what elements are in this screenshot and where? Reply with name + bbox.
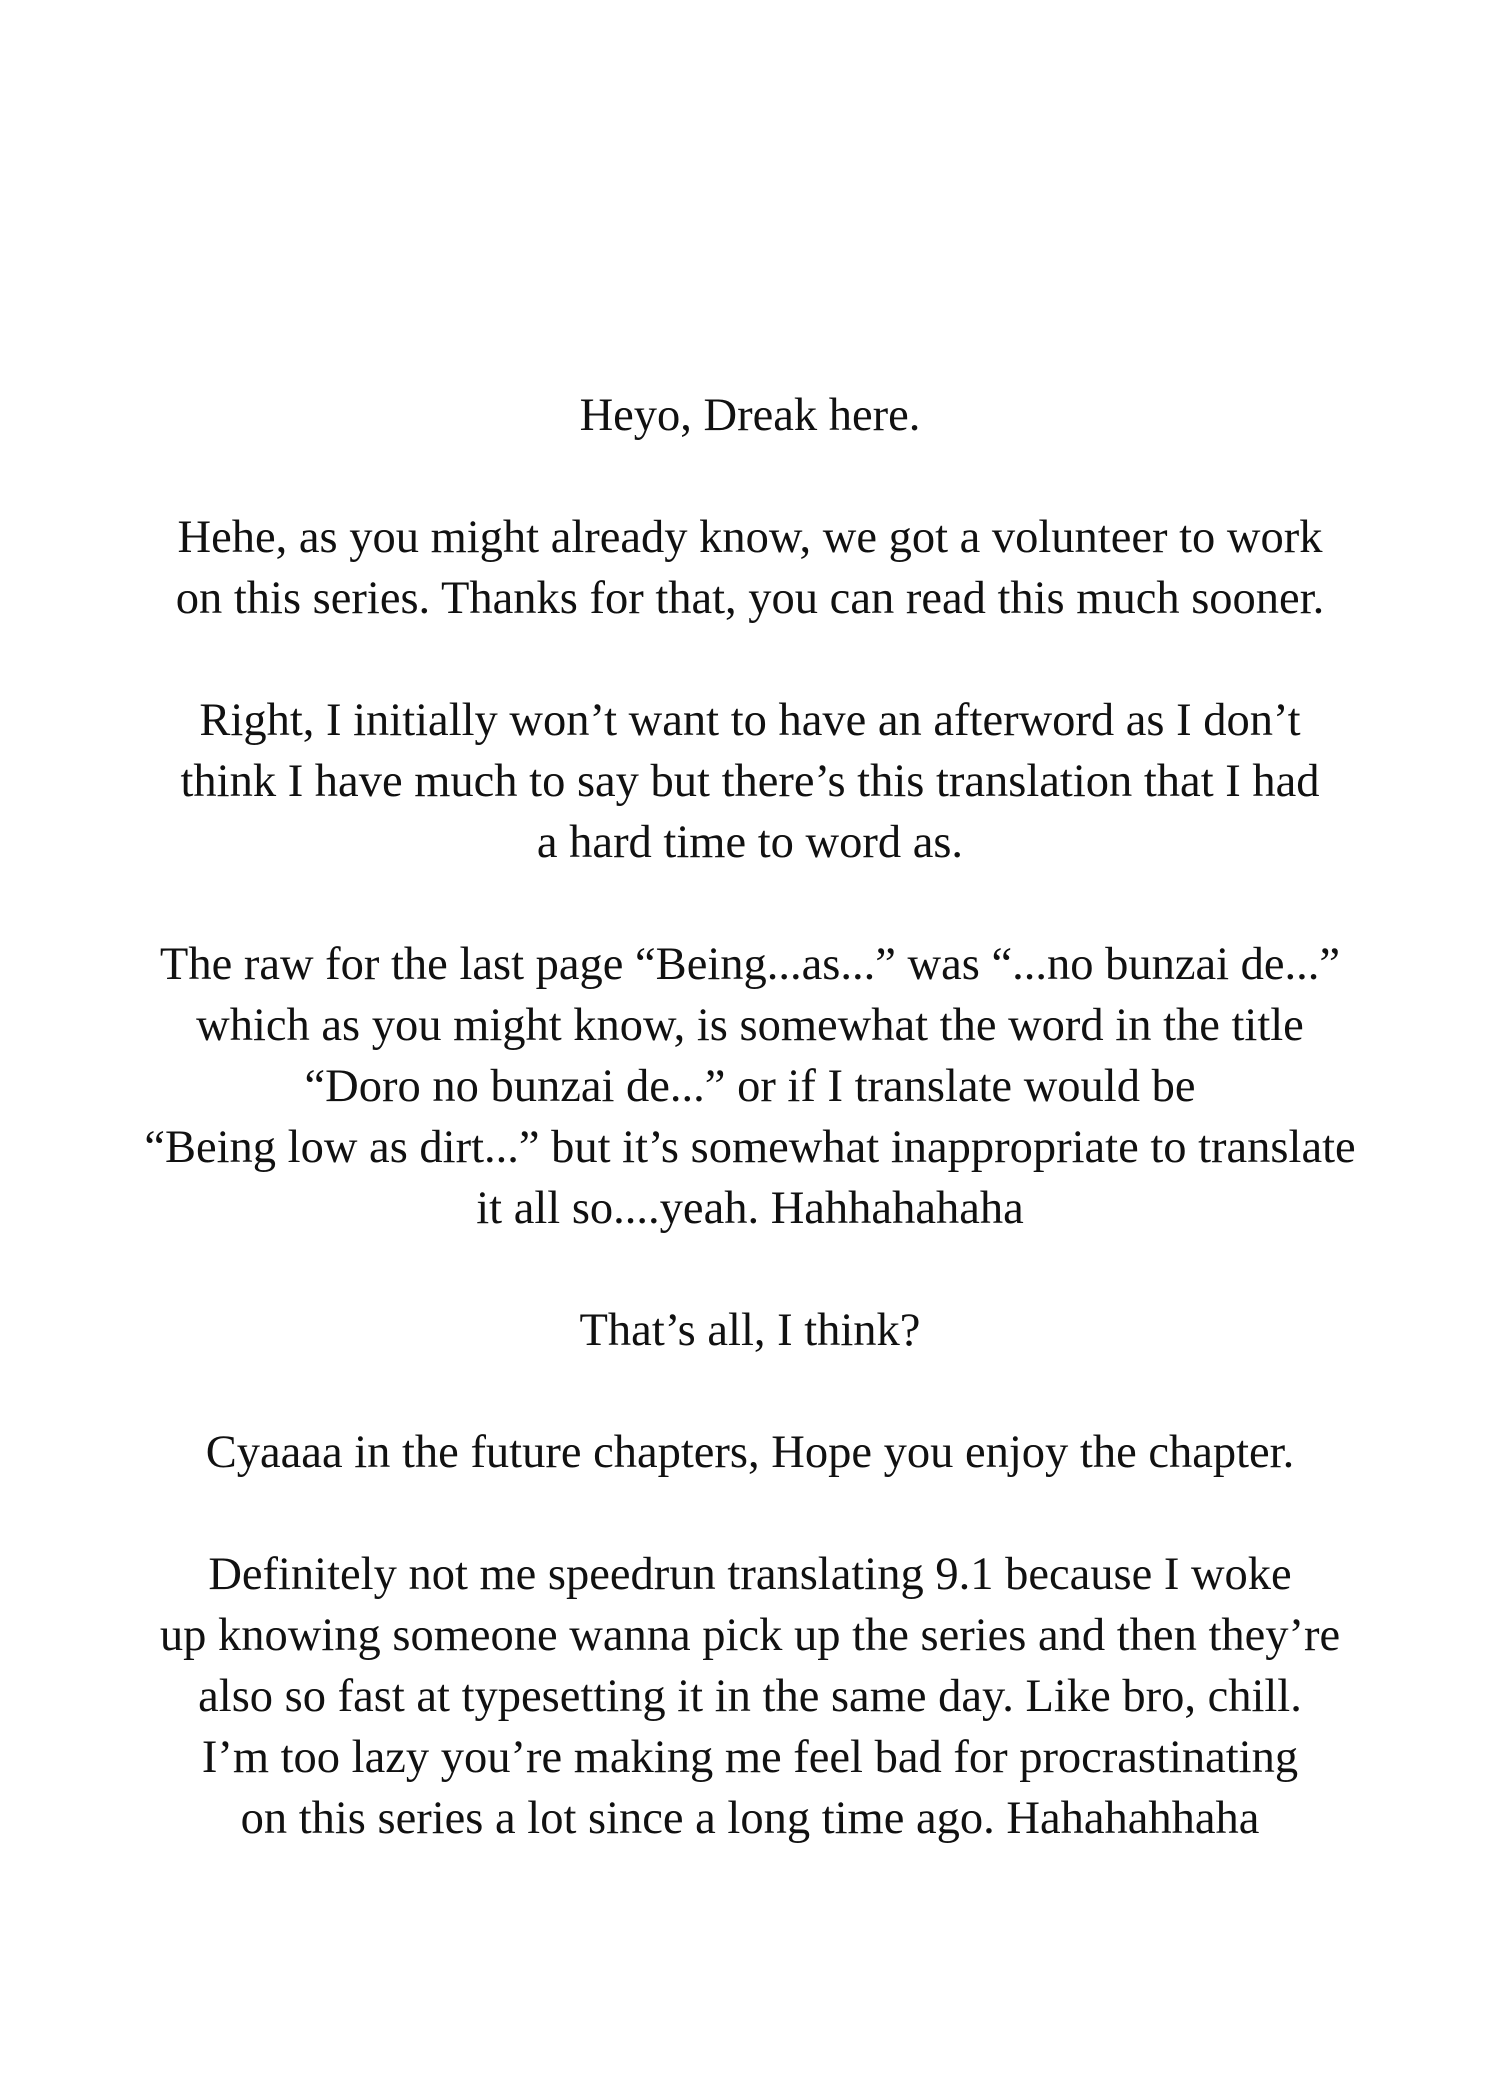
text-line: it all so....yeah. Hahhahahaha xyxy=(476,1183,1024,1234)
afterword-text xyxy=(0,385,1500,1849)
text-line: “Being low as dirt...” but it’s somewhat inappropriate to translate xyxy=(144,1122,1356,1173)
text-line: Definitely not me speedrun translating 9.1 because I woke xyxy=(208,1549,1292,1600)
text-line: The raw for the last page “Being...as...” was “...no bunzai de...” xyxy=(159,939,1341,990)
text-line: Hehe, as you might already know, we got a volunteer to work xyxy=(177,512,1323,563)
text-line: I’m too lazy you’re making me feel bad for procrastinating xyxy=(201,1732,1299,1783)
paragraph-volunteer xyxy=(0,507,1500,629)
text-line: on this series. Thanks for that, you can read this much sooner. xyxy=(175,573,1325,624)
paragraph-translation-note xyxy=(0,690,1500,873)
text-line: Heyo, Dreak here. xyxy=(579,390,921,441)
text-line: Cyaaaa in the future chapters, Hope you enjoy the chapter. xyxy=(205,1427,1295,1478)
text-line: on this series a lot since a long time ago. Hahahahhaha xyxy=(240,1793,1260,1844)
text-line: up knowing someone wanna pick up the series and then they’re xyxy=(159,1610,1341,1661)
paragraph-farewell xyxy=(0,1422,1500,1483)
paragraph-speedrun xyxy=(0,1544,1500,1849)
text-line: That’s all, I think? xyxy=(579,1305,921,1356)
paragraph-raw-explanation xyxy=(0,934,1500,1239)
paragraph-greeting xyxy=(0,385,1500,446)
text-line: which as you might know, is somewhat the word in the title xyxy=(196,1000,1304,1051)
paragraph-thats-all xyxy=(0,1300,1500,1361)
text-line: also so fast at typesetting it in the same day. Like bro, chill. xyxy=(198,1671,1302,1722)
text-line: think I have much to say but there’s this translation that I had xyxy=(180,756,1320,807)
text-line: Right, I initially won’t want to have an afterword as I don’t xyxy=(199,695,1301,746)
text-line: a hard time to word as. xyxy=(536,817,964,868)
text-line: “Doro no bunzai de...” or if I translate would be xyxy=(304,1061,1196,1112)
